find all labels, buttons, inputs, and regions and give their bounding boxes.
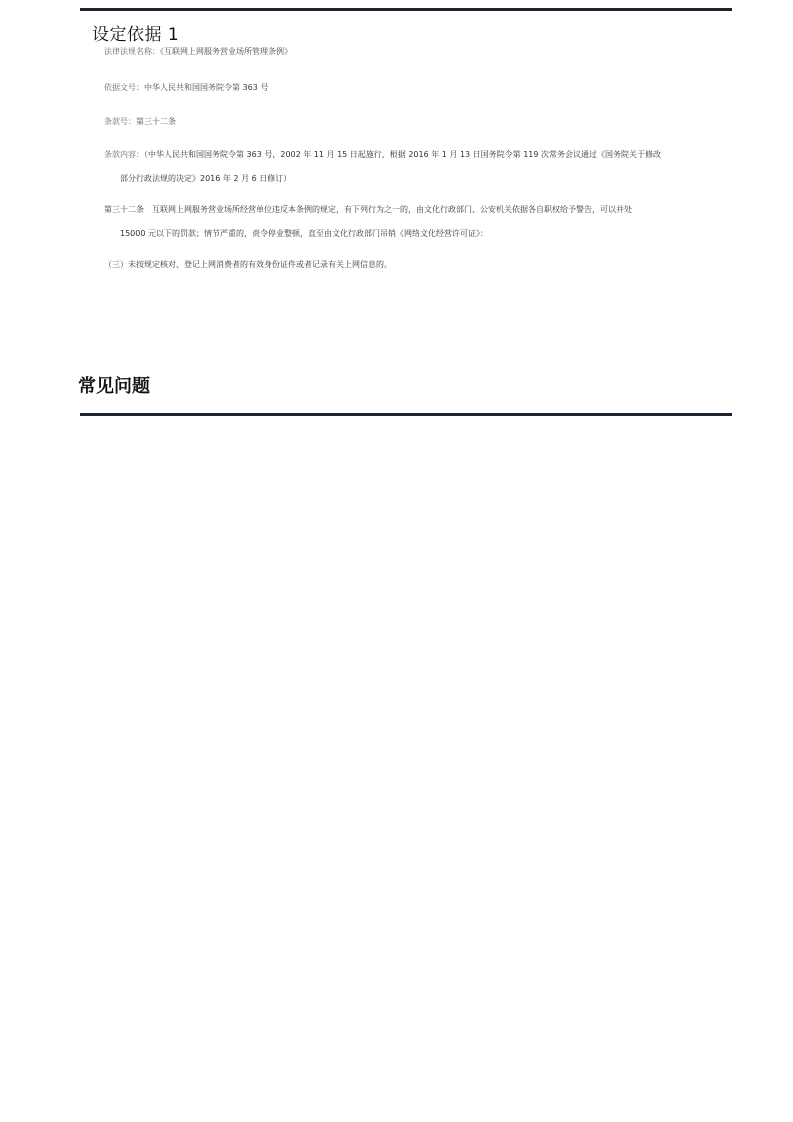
doc-number-value: 中华人民共和国国务院令第 363 号 [144,83,269,92]
article-item-3: （三）未按规定核对、登记上网消费者的有效身份证件或者记录有关上网信息的。 [104,260,392,269]
article-text-line-1: 第三十二条 互联网上网服务营业场所经营单位违反本条例的规定，有下列行为之一的，由文化行政部门、公安机关依据各自职权给予警告，可以并处 [104,205,632,214]
section-title: 设定依据 1 [92,25,180,45]
article-content [104,143,686,191]
article-number-field [104,116,176,127]
doc-number-label: 依据文号： [104,83,144,92]
top-divider [80,8,732,11]
law-name-field [104,46,292,57]
article-content-line-1 [104,143,686,167]
article-content-label: 条款内容： [104,150,144,159]
law-name-label: 法律法规名称： [104,47,160,56]
doc-number-field [104,82,268,93]
faq-title: 常见问题 [78,376,150,397]
faq-divider [80,413,732,416]
article-content-text-1: （中华人民共和国国务院令第 363 号，2002 年 11 月 15 日起施行，根据 2016 年 1 月 13 日国务院令第 119 次常务会议通过《国务院关于修改 [144,150,662,159]
article-text-line-2: 15000 元以下的罚款；情节严重的，责令停业整顿，直至由文化行政部门吊销《网络文化经营许可证》： [120,229,488,238]
article-text [104,198,686,246]
law-name-value: 《互联网上网服务营业场所管理条例》 [160,47,292,56]
article-number-label: 条款号： [104,117,136,126]
article-content-line-2: 部分行政法规的决定》2016 年 2 月 6 日修订） [120,174,292,183]
article-number-value: 第三十二条 [136,117,176,126]
